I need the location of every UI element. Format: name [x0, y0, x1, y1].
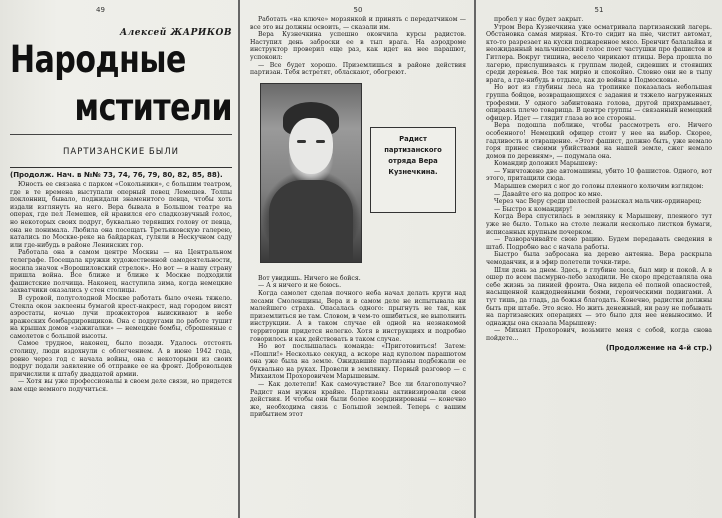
left-page	[0, 0, 240, 518]
photo-block	[250, 83, 466, 271]
paragraph: — Как долетели! Как самочувствие? Все ли благополучно? Радист нам нужен крайне. Партизаны активизировали свои действия. И чтобы они были более координированы — конечно же, необходима связь с Большой землей. Теперь с вашим прибытием этот	[250, 381, 466, 419]
page-number-left: 49	[96, 6, 105, 14]
paragraph: Когда самолет сделав почного неба начал делать круги над лесами Смоленщины, Вера и в самом деле не испытывала ни малейшего страха. Опасалась одного: прыгнуть не так, как приземлиться не там. Словом, в чем-то ошибиться, не выполнить инструкции. А в таком случае ей одной на незнакомой территории придется нелегко. Хотя в инструкциях и подробно говорилось и как действовать в таком случае.	[250, 289, 466, 343]
portrait-body	[269, 180, 353, 262]
photo-caption: Радист партизанского отряда Вера Кузнечкина.	[370, 127, 456, 213]
title-rule	[10, 134, 232, 135]
paragraph: Шли день за днем. Здесь, в глубине леса, был мир и покой. А в ошер по всем пасмурно-лебо заходили. Не скоро представляла она себе жизнь за линией фронта. Она видела её полной опасностей, насыщенной каждодневными боями, героическими подвигами. А тут тишь, да гладь, да божья благодать. Конечно, радистки должны быть при штабе. Это ясно. Но жить денежный, ни разу не побывать на партизанских операциях — это было для нее невыносимо. И однажды она сказала Марышеву:	[486, 266, 712, 327]
portrait-eye-left	[297, 140, 306, 143]
paragraph: Но вот из глубины леса на тропинке показалась небольшая группа бойцов, возвращающихся с задания и тяжело нагруженных трофеями. У одного забинтована голова, другой прихрамывает, опираясь плечо товарища. В центре группы — связанный немецкий офицер. Идет — глядит глаза во все стороны.	[486, 84, 712, 122]
page-number-middle: 50	[353, 6, 363, 14]
paragraph: Вера подошла поближе, чтобы рассмотреть его. Ничего особенного! Немецкий офицер стоит у нее на выбор. Скорее, гадливость и отвращение. «Этот фашист, должно быть, уже немало горя принес своими убийствами на нашей земле, сжег немало домов по деревням», — подумала она.	[486, 122, 712, 160]
paragraph: Юность ее связана с парком «Сокольники», с большим театром, где в те времена выступали оперный певец Лемешев. Толпы поклонниц, бывало, поджидали знаменитого певца, чтобы хоть издали взглянуть на него. Вера бывала в Большом театре на операх, где пел Лемешев, ей нравился его сладкозвучный голос, но некоторых своих подруг, буквально терявших голову от певца, она не понимала. Любила она посещать Третьяковскую галерею, катались по Москве-реке на байдарках, гуляли в Нескучном саду или где-нибудь в районе Ленинских гор.	[10, 181, 232, 249]
paragraph: Когда Вера спустилась в землянку к Марышеву, пленного тут уже не было. Только на столе лежали несколько листков бумаги, исписанных крупным почерком.	[486, 213, 712, 236]
page-number-right: 51	[594, 6, 604, 14]
portrait-eye-right	[316, 140, 325, 143]
article-subtitle: ПАРТИЗАНСКИЕ БЫЛИ	[62, 147, 180, 157]
paragraph: пробел у нас будет закрыт.	[494, 16, 584, 23]
paragraph: — Уничтожено две автомашины, убито 10 фашистов. Одного, вот этого, притащили сюда.	[486, 167, 712, 183]
right-page	[474, 0, 722, 518]
paragraph: Вот увидишь. Ничего не бойся.	[258, 274, 361, 282]
paragraph: — Хотя вы уже профессионалы в своем деле связи, но придется вам еще немного подучиться.	[10, 378, 232, 394]
portrait-photo	[260, 83, 362, 263]
paragraph: Работать «на ключе» морзянкой и принять с передатчиком — все это вы должны освоить, — сказали им.	[250, 16, 466, 31]
paragraph: Утром Вера Кузнечкина уже осматривала партизанский лагерь. Обстановка самая мирная. Кто-то сидит на пне, чистит автомат, кто-то разрезает на куски поджаренное мясо. Бренчит балалайка и неожиданный мальчишеский голос поет частушки про фашистов и Гитлера. Вокруг тишина, весело чирикают птицы. Вера прошла по лагерю, прислушиваясь к группам людей, сидевших и стоявших среди деревьев. Все так мирно и спокойно. Словно они не в тылу врага, а где-нибудь в отдыхе, как до войны в Подмосковье.	[486, 23, 712, 84]
paragraph: — А я ничего и не боюсь.	[258, 282, 342, 290]
portrait-face	[289, 118, 333, 174]
paragraph: — Михаил Прохорович, возьмите меня с собой, когда снова пойдете...	[486, 327, 712, 342]
paragraph: — Разворачивайте свою рацию. Будем передавать сведения в штаб. Подробно вас с начала работы.	[486, 236, 712, 251]
paragraph: В суровой, полуголодной Москве работать было очень тяжело. Стекла окон заклеены бумагой крест-накрест, над городом висят аэростаты, ночью лучи прожекторов выискивают в небе вражеских бомбардировщиков. Она с подругами по работе тушит на крышах домов «зажигалки» — немецкие бомбы, сброшенные с самолетов с большой высоты.	[10, 294, 232, 340]
continuation-note: (Продолж. Нач. в №№ 73, 74, 76, 79, 80, 82, 85, 88).	[10, 167, 232, 179]
paragraph: — Давайте его на допрос ко мне.	[494, 190, 603, 198]
paragraph: Вера Кузнечкина успешно окончила курсы радистов. Наступил день заброски ее в тыл врага. На аэродроме инструктор проверил еще раз, как идет на нее парашют, успокоил:	[250, 31, 466, 61]
continued-footer: (Продолжение на 4-й стр.)	[605, 343, 712, 352]
paragraph: — Быстро к командиру!	[494, 205, 573, 213]
paragraph: Самое трудное, наконец, было позади. Удалось отстоять столицу, люди вздохнули с облегчением. А в июне 1942 года, ровно через год с начала войны, она с некоторыми из своих подруг подали заявление об отправке ее на фронт. Добровольцев причислили к штабу двадцатой армии.	[10, 340, 232, 378]
title-line-2: мстители	[74, 86, 232, 130]
paragraph: — Все будет хорошо. Приземлишься в районе действия партизан. Тебя встретят, обласкают, обогреют.	[250, 61, 466, 77]
paragraph: Через час Веру среди шелеспей разыскал мальчик-ординарец:	[494, 198, 702, 206]
middle-page	[238, 0, 474, 518]
paragraph: Командир доложил Марышеву:	[494, 160, 598, 168]
paragraph: Работала она в самом центре Москвы — на Центральном телеграфе. Посещала кружки художественной самодеятельности, носила значок «Ворошиловский стрелок». Но вот — в нашу страну пришла война. Все ближе и ближе к Москве подходили фашистские полчища. Наконец, наступила зима, когда немецкие захватчики оказались у стен столицы.	[10, 249, 232, 295]
paragraph: Но вот послышалась команда: «Приготовиться! Затем: «Пошли!» Несколько секунд, а вскоре над куполом парашютом она уже была на земле. Ожидавшие партизаны подбежали ее буквально на руках. Провели в землянку. Первый разговор — с Михаилом Прохоровичем Марышевым.	[250, 343, 466, 381]
author-name: Алексей ЖАРИКОВ	[119, 28, 232, 38]
paragraph: Быстро была забросана на дерево антенна. Вера раскрыла чемоданчик, и в эфир полетели точки-тире.	[486, 251, 712, 266]
title-line-1: Народные	[10, 38, 186, 82]
paragraph: Марышев смерил с ног до головы пленного колючим взглядом:	[494, 183, 704, 191]
